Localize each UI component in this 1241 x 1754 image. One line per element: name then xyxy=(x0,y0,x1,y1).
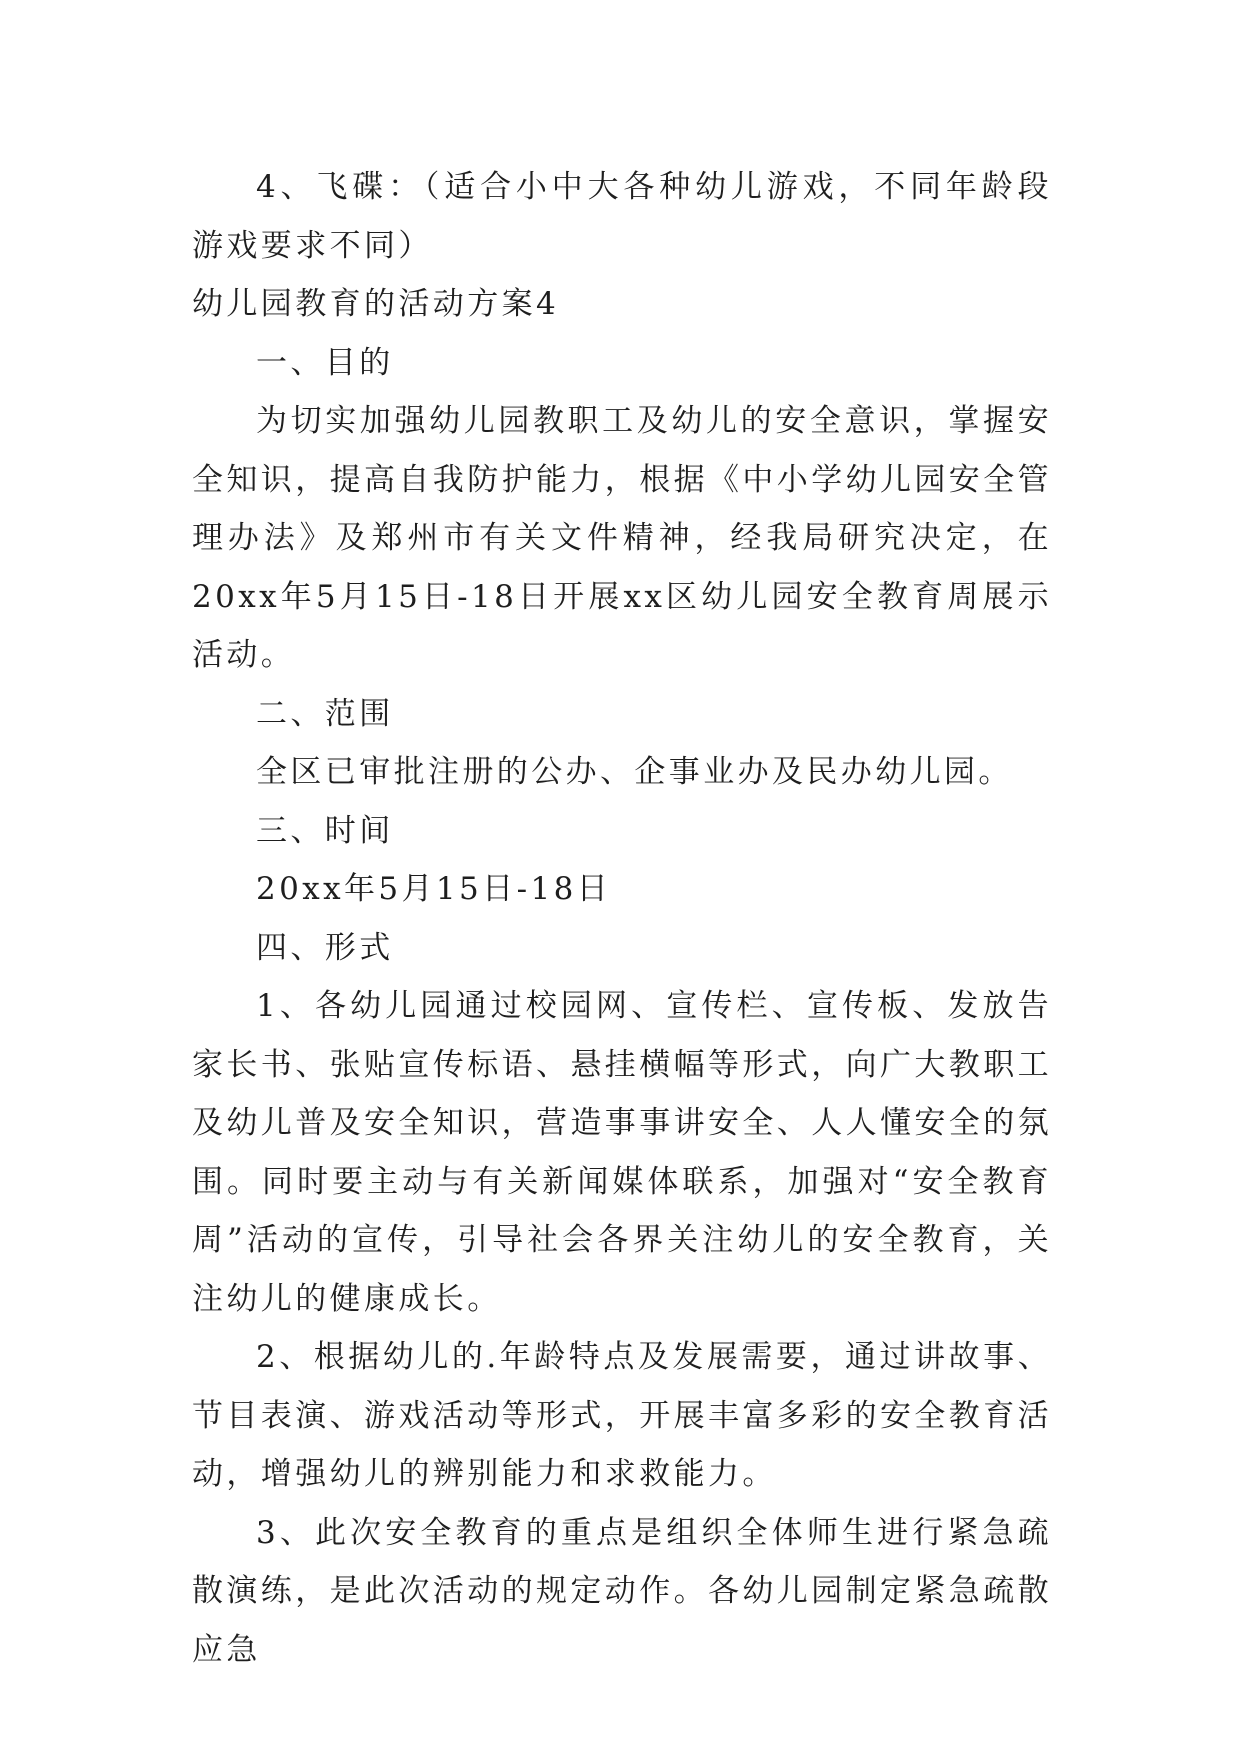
paragraph-form-2: 2、根据幼儿的.年龄特点及发展需要，通过讲故事、节目表演、游戏活动等形式，开展丰富多彩的安全教育活动，增强幼儿的辨别能力和求救能力。 xyxy=(192,1339,1052,1492)
document-body xyxy=(192,158,1052,1679)
paragraph-form-3: 3、此次安全教育的重点是组织全体师生进行紧急疏散演练，是此次活动的规定动作。各幼儿园制定紧急疏散应急 xyxy=(192,1514,1052,1668)
paragraph-scope: 全区已审批注册的公办、企事业办及民办幼儿园。 xyxy=(256,754,1013,790)
section-title: 幼儿园教育的活动方案4 xyxy=(192,286,560,322)
heading-scope: 二、范围 xyxy=(256,695,394,732)
heading-purpose: 一、目的 xyxy=(256,344,394,381)
heading-form: 四、形式 xyxy=(256,929,394,966)
paragraph-purpose: 为切实加强幼儿园教职工及幼儿的安全意识，掌握安全知识，提高自我防护能力，根据《中小学幼儿园安全管理办法》及郑州市有关文件精神，经我局研究决定，在20xx年5月15日-18日开展xx区幼儿园安全教育周展示活动。 xyxy=(192,403,1052,673)
paragraph-flying-disc: 4、飞碟：（适合小中大各种幼儿游戏，不同年龄段游戏要求不同） xyxy=(192,169,1052,264)
paragraph-time: 20xx年5月15日-18日 xyxy=(256,871,612,907)
heading-time: 三、时间 xyxy=(256,812,394,849)
paragraph-form-1: 1、各幼儿园通过校园网、宣传栏、宣传板、发放告家长书、张贴宣传标语、悬挂横幅等形式，向广大教职工及幼儿普及安全知识，营造事事讲安全、人人懂安全的氛围。同时要主动与有关新闻媒体联系，加强对“安全教育周”活动的宣传，引导社会各界关注幼儿的安全教育，关注幼儿的健康成长。 xyxy=(192,988,1052,1317)
